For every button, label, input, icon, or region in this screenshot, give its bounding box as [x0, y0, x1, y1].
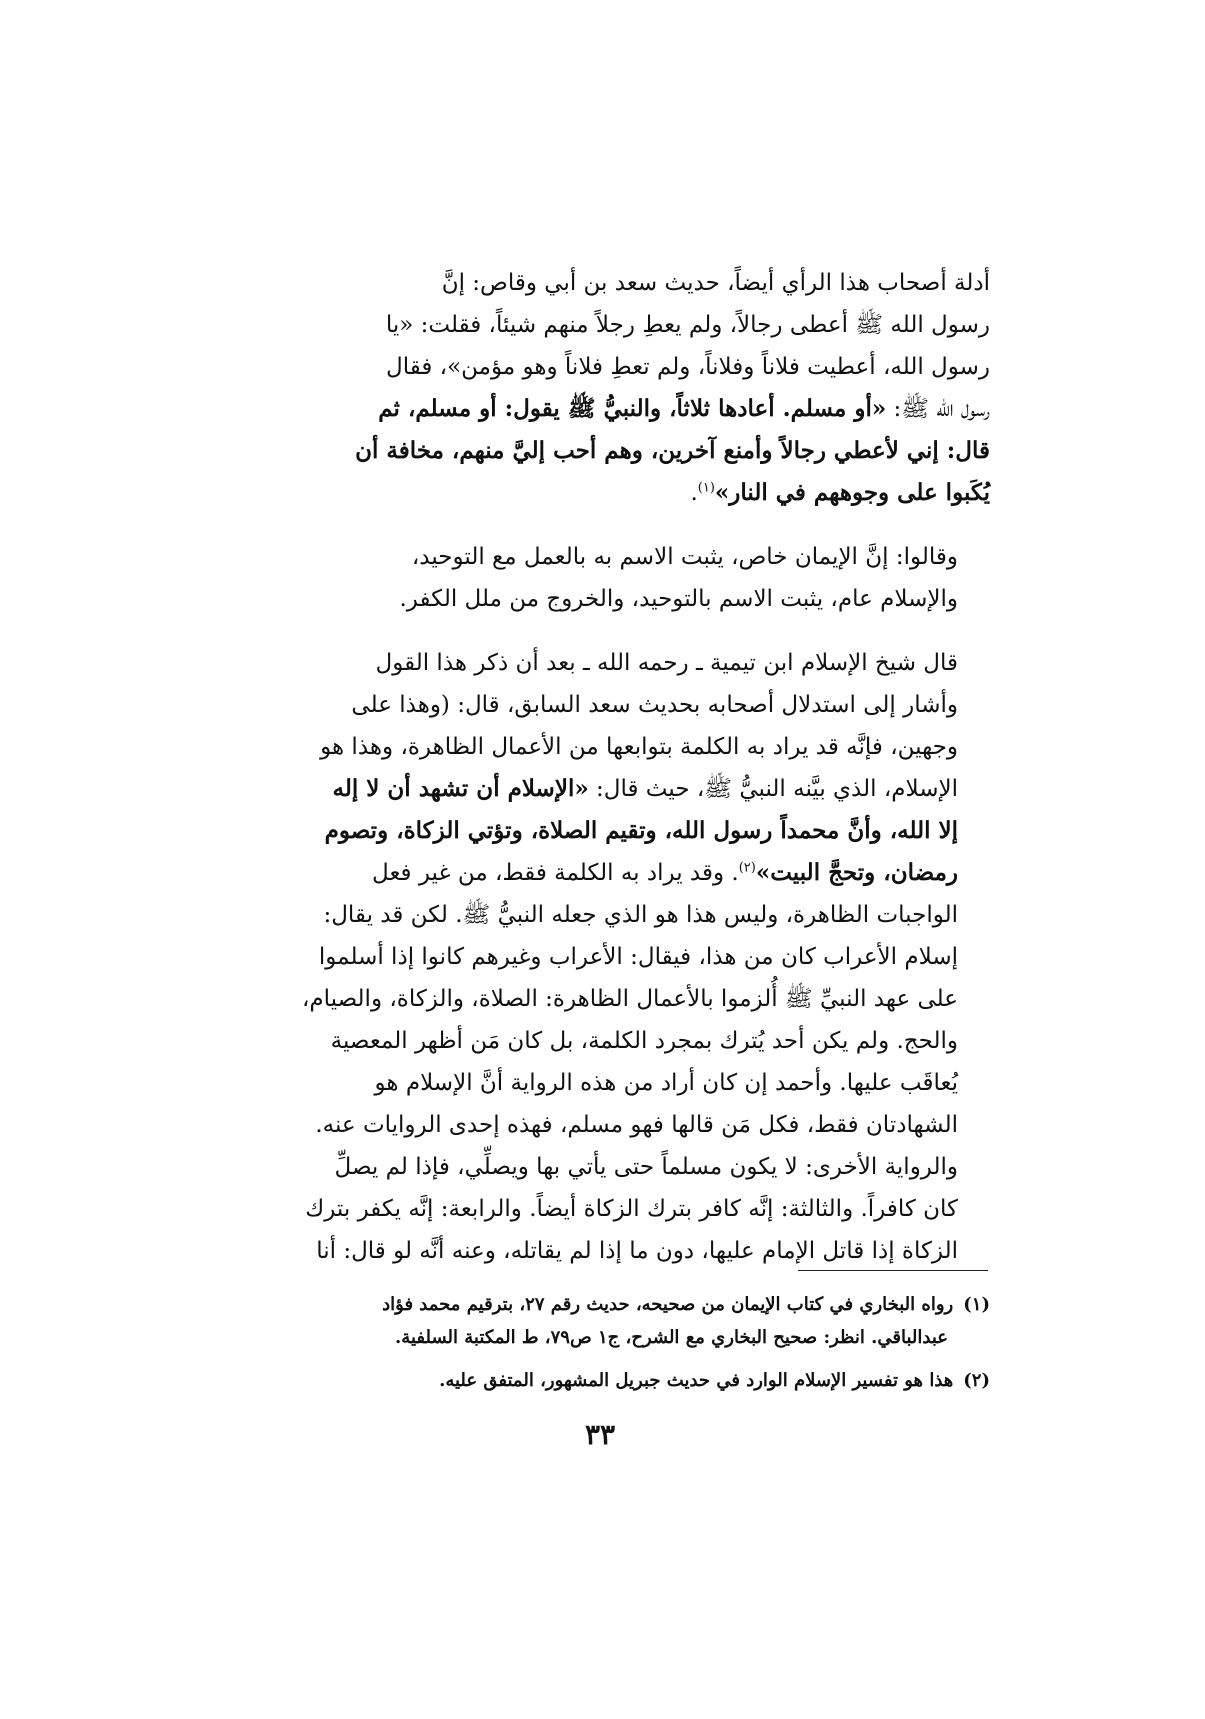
paragraph	[200, 536, 990, 620]
text-run: وأشار إلى استدلال أصحابه بحديث سعد السابق، قال: (وهذا على	[351, 692, 958, 718]
footnotes	[200, 1288, 990, 1407]
text-run: وجهين، فإنَّه قد يراد به الكلمة بتوابعها من الأعمال الظاهرة، وهذا هو	[320, 734, 958, 760]
footnote-text: عبدالباقي. انظر: صحيح البخاري مع الشرح، ج١ ص٧٩، ط المكتبة السلفية.	[395, 1327, 948, 1348]
text-line	[200, 810, 990, 852]
paragraph	[200, 642, 990, 1272]
main-text	[200, 262, 990, 1294]
text-line	[200, 1230, 990, 1272]
text-line	[200, 894, 990, 936]
text-run: .	[690, 480, 698, 506]
text-line	[200, 388, 990, 430]
footnote-number: (٢)	[963, 1370, 990, 1391]
text-run: رسول الله، أعطيت فلاناً وفلاناً، ولم تعطِ فلاناً وهو مؤمن»، فقال	[385, 354, 990, 380]
footnote-ref: (٢)	[738, 860, 756, 876]
text-run: إسلام الأعراب كان من هذا، فيقال: الأعراب وغيرهم كانوا إذا أسلموا	[318, 944, 958, 970]
paragraph	[200, 262, 990, 514]
text-run: والحج. ولم يكن أحد يُترك بمجرد الكلمة، بل كان مَن أظهر المعصية	[330, 1028, 958, 1054]
text-line	[200, 852, 990, 894]
text-line	[200, 1146, 990, 1188]
bold-text: رمضان، وتحجَّ البيت»	[755, 859, 958, 886]
text-line	[200, 578, 990, 620]
footnote-number: (١)	[963, 1294, 990, 1315]
text-run: الشهادتان فقط، فكل مَن قالها فهو مسلم، فهذه إحدى الروايات عنه.	[315, 1112, 958, 1138]
text-run: رسول الله ﷺ:	[886, 396, 990, 422]
page-number: ٣٣	[584, 1418, 616, 1451]
text-run: كان كافراً. والثالثة: إنَّه كافر بترك الزكاة أيضاً. والرابعة: إنَّه يكفر بترك	[305, 1196, 958, 1222]
text-run: الواجبات الظاهرة، وليس هذا هو الذي جعله النبيُّ ﷺ. لكن قد يقال:	[323, 902, 958, 928]
text-line	[200, 1188, 990, 1230]
text-line	[200, 346, 990, 388]
text-run: على عهد النبيِّ ﷺ أُلزموا بالأعمال الظاهرة: الصلاة، والزكاة، والصيام،	[301, 986, 958, 1012]
text-line	[200, 430, 990, 472]
text-line	[200, 978, 990, 1020]
footnote-text: هذا هو تفسير الإسلام الوارد في حديث جبريل المشهور، المتفق عليه.	[439, 1370, 954, 1391]
text-run: قال شيخ الإسلام ابن تيمية ـ رحمه الله ـ بعد أن ذكر هذا القول	[375, 650, 958, 676]
text-line	[200, 726, 990, 768]
footnote-text: رواه البخاري في كتاب الإيمان من صحيحه، حديث رقم ٢٧، بترقيم محمد فؤاد	[382, 1294, 954, 1315]
text-line	[200, 262, 990, 304]
text-line	[200, 472, 990, 514]
text-line	[200, 936, 990, 978]
text-line	[200, 1104, 990, 1146]
text-line	[200, 768, 990, 810]
text-run: الزكاة إذا قاتل الإمام عليها، دون ما إذا لم يقاتله، وعنه أنَّه لو قال: أنا	[316, 1238, 958, 1264]
text-line	[200, 684, 990, 726]
text-run: رسول الله ﷺ أعطى رجالاً، ولم يعطِ رجلاً منهم شيئاً، فقلت: «يا	[385, 312, 990, 338]
text-run: أدلة أصحاب هذا الرأي أيضاً، حديث سعد بن أبي وقاص: إنَّ	[441, 270, 990, 296]
text-line	[200, 1062, 990, 1104]
bold-text: يُكَبوا على وجوههم في النار»	[714, 479, 990, 506]
text-run: الإسلام، الذي بيَّنه النبيُّ ﷺ، حيث قال:	[588, 776, 958, 802]
text-run: والرواية الأخرى: لا يكون مسلماً حتى يأتي بها ويصلِّي، فإذا لم يصلِّ	[334, 1154, 958, 1180]
text-line	[200, 536, 990, 578]
bold-text: «أو مسلم. أعادها ثلاثاً، والنبيُّ ﷺ يقول: أو مسلم، ثم	[378, 395, 887, 422]
bold-text: قال: إني لأعطي رجالاً وأمنع آخرين، وهم أحب إليَّ منهم، مخافة أن	[355, 437, 990, 464]
footnote-ref: (١)	[697, 480, 715, 496]
text-line	[200, 1020, 990, 1062]
footnote-separator	[798, 1270, 988, 1271]
text-run: والإسلام عام، يثبت الاسم بالتوحيد، والخروج من ملل الكفر.	[399, 586, 958, 612]
text-run: يُعاقَب عليها. وأحمد إن كان أراد من هذه الرواية أنَّ الإسلام هو	[374, 1070, 958, 1096]
text-line	[200, 642, 990, 684]
text-run: . وقد يراد به الكلمة فقط، من غير فعل	[372, 860, 739, 886]
text-line	[200, 304, 990, 346]
footnote	[200, 1288, 990, 1354]
footnote	[200, 1364, 990, 1397]
bold-text: إلا الله، وأنَّ محمداً رسول الله، وتقيم الصلاة، وتؤتي الزكاة، وتصوم	[324, 817, 958, 844]
text-run: وقالوا: إنَّ الإيمان خاص، يثبت الاسم به بالعمل مع التوحيد،	[411, 544, 958, 570]
bold-text: «الإسلام أن تشهد أن لا إله	[332, 775, 589, 802]
